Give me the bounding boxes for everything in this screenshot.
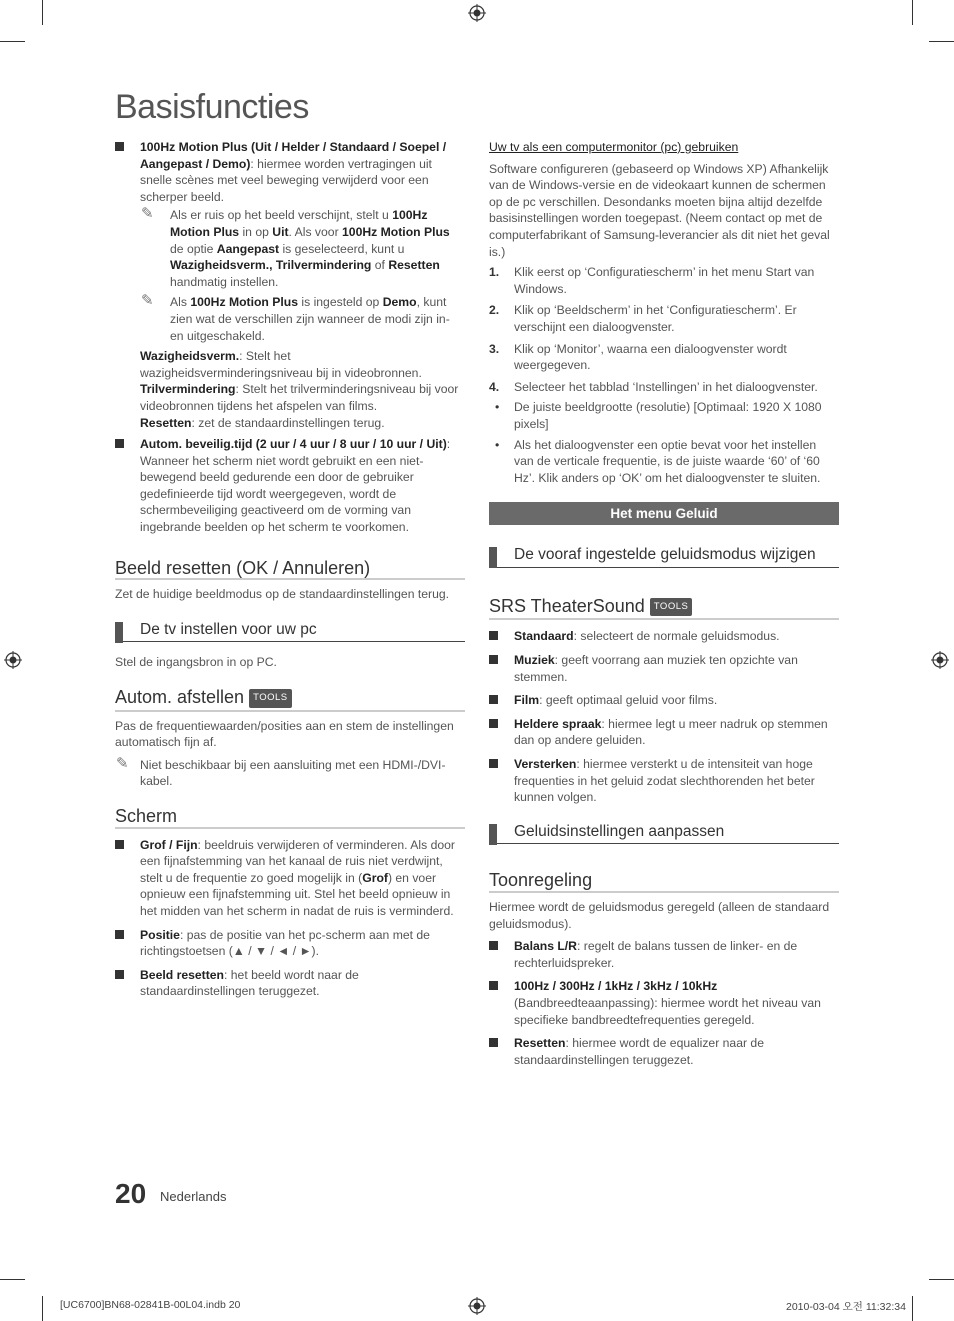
tril-text: Trilvermindering: Stelt het trilverminderingsniveau bij voor videobronnen tijdens het afspelen van films. bbox=[140, 382, 459, 413]
heading-tv-pc: De tv instellen voor uw pc bbox=[115, 622, 465, 643]
left-column bbox=[115, 139, 465, 1000]
heading-beeld-resetten: Beeld resetten (OK / Annuleren) bbox=[115, 560, 465, 581]
registration-mark-icon bbox=[4, 651, 22, 669]
heading-bar bbox=[115, 622, 123, 643]
item-text: : hiermee versterkt u de intensiteit van hoge frequenties in het geluid zodat slechthorenden het beter kunnen volgen. bbox=[514, 757, 815, 805]
dot-text: De juiste beeldgrootte (resolutie) [Optimaal: 1920 X 1080 pixels] bbox=[514, 400, 822, 431]
dot-text: Als het dialoogvenster een optie bevat voor het instellen van de verticale frequentie, is de juiste waarde ‘60’ of ‘60 Hz’. Klik anders op ‘OK’ om het dialoogvenster te sluiten. bbox=[514, 437, 821, 485]
motion-plus-item: 100Hz Motion Plus (Uit / Helder / Standaard / Soepel / Aangepast / Demo): hiermee worden vertragingen uit snelle scènes met veel beweging verwijderd voor een scherper beeld. bbox=[115, 139, 465, 205]
step-number: 4. bbox=[489, 379, 500, 394]
square-bullet-icon bbox=[489, 719, 498, 728]
item-label: Balans L/R bbox=[514, 939, 577, 954]
grof-fijn-item: Grof / Fijn: beeldruis verwijderen of verminderen. Als door een fijnafstemming van het kanaal de ruis niet verdwijnt, stelt u de frequentie zo goed mogelijk in (Grof) en voer opnieuw een fijnafstemming uit. Stel het beeld opnieuw in het midden van het scherm in nadat de ruis is verminderd. bbox=[115, 837, 465, 920]
note-pencil-icon: ✎ bbox=[141, 292, 154, 310]
heading-bar bbox=[489, 547, 497, 568]
heading-toonregeling: Toonregeling bbox=[489, 872, 839, 893]
list-item bbox=[489, 652, 839, 685]
toon-list bbox=[489, 938, 839, 1068]
square-bullet-icon bbox=[115, 930, 124, 939]
item-text: : geeft voorrang aan muziek ten opzichte van stemmen. bbox=[514, 653, 798, 684]
step-item bbox=[489, 302, 839, 335]
section-banner: Het menu Geluid bbox=[489, 502, 839, 525]
right-column bbox=[489, 139, 839, 1068]
square-bullet-icon bbox=[489, 1038, 498, 1047]
page-title: Basisfuncties bbox=[115, 88, 309, 126]
autom-afstellen-text: Pas de frequentiewaarden/posities aan en stem de instellingen automatisch fijn af. bbox=[115, 718, 454, 750]
round-bullet-icon: • bbox=[495, 437, 500, 452]
crop-mark bbox=[0, 1279, 25, 1280]
list-item bbox=[489, 692, 839, 709]
crop-mark bbox=[42, 0, 43, 25]
list-item bbox=[489, 628, 839, 645]
item-text: : hiermee legt u meer nadruk op stemmen dan op andere geluiden. bbox=[514, 716, 828, 748]
step-text: Klik eerst op ‘Configuratiescherm’ in het menu Start van Windows. bbox=[514, 265, 815, 296]
heading-scherm: Scherm bbox=[115, 808, 465, 829]
item-label: 100Hz / 300Hz / 1kHz / 3kHz / 10kHz bbox=[514, 979, 718, 994]
list-item bbox=[489, 756, 839, 806]
square-bullet-icon bbox=[489, 631, 498, 640]
note-1: ✎ Als er ruis op het beeld verschijnt, stelt u 100Hz Motion Plus in op Uit. Als voor 100Hz Motion Plus de optie Aangepast is geselecteerd, kunt u Wazigheidsverm., Trilvermindering of Resetten handmatig instellen. bbox=[141, 205, 450, 289]
tools-badge-icon: TOOLS bbox=[650, 598, 693, 617]
square-bullet-icon bbox=[115, 970, 124, 979]
positie-item: Positie: pas de positie van het pc-scherm aan met de richtingstoetsen (▲ / ▼ / ◄ / ►). bbox=[115, 927, 465, 960]
auto-protection-item: Autom. beveilig.tijd (2 uur / 4 uur / 8 uur / 10 uur / Uit): Wanneer het scherm niet wordt gebruikt en een niet-bewegend beeld gedurende een door de gebruiker gedefinieerde tijd wordt weergegeven, wordt de schermbeveiliging geactiveerd om de vorming van ingebrande beelden op het scherm te voorkomen. bbox=[115, 436, 465, 536]
list-item bbox=[489, 716, 839, 749]
steps-list bbox=[489, 264, 839, 395]
crop-mark bbox=[912, 1296, 913, 1321]
step-item bbox=[489, 264, 839, 297]
registration-mark-icon bbox=[468, 1297, 486, 1315]
square-bullet-icon bbox=[115, 439, 124, 448]
crop-mark bbox=[929, 41, 954, 42]
heading-bar bbox=[489, 824, 497, 845]
footer-file: [UC6700]BN68-02841B-00L04.indb 20 bbox=[60, 1299, 241, 1311]
srs-list bbox=[489, 628, 839, 805]
item-label: Muziek bbox=[514, 653, 555, 668]
crop-mark bbox=[929, 1279, 954, 1280]
item-text: : geeft optimaal geluid voor films. bbox=[539, 693, 718, 708]
dot-item bbox=[489, 437, 839, 487]
item-text: : hiermee wordt de equalizer naar de standaardinstellingen teruggezet. bbox=[514, 1036, 764, 1067]
dots-list bbox=[489, 399, 839, 486]
note-2: ✎ Als 100Hz Motion Plus is ingesteld op Demo, kunt zien wat de verschillen zijn wanneer de modi zijn in- en uitgeschakeld. bbox=[141, 292, 450, 343]
square-bullet-icon bbox=[115, 840, 124, 849]
list-item bbox=[489, 1035, 839, 1068]
heading-preset-sound: De vooraf ingestelde geluidsmodus wijzigen bbox=[489, 547, 839, 568]
pc-monitor-link: Uw tv als een computermonitor (pc) gebruiken bbox=[489, 140, 739, 154]
waz-text: Wazigheidsverm.: Stelt het wazigheidsverminderingsniveau bij in videobronnen. bbox=[140, 349, 422, 380]
step-text: Selecteer het tabblad ‘Instellingen’ in het dialoogvenster. bbox=[514, 379, 818, 394]
square-bullet-icon bbox=[115, 142, 124, 151]
note-pencil-icon: ✎ bbox=[116, 754, 129, 772]
step-text: Klik op ‘Monitor’, waarna een dialoogvenster wordt weergegeven. bbox=[514, 341, 787, 373]
heading-srs: SRS TheaterSound TOOLS bbox=[489, 598, 839, 621]
square-bullet-icon bbox=[489, 695, 498, 704]
square-bullet-icon bbox=[489, 655, 498, 664]
step-item bbox=[489, 379, 839, 396]
page-number: 20 bbox=[115, 1178, 147, 1209]
dot-item bbox=[489, 399, 839, 432]
page-language: Nederlands bbox=[160, 1189, 227, 1204]
step-number: 1. bbox=[489, 265, 500, 280]
item-label: Standaard bbox=[514, 629, 574, 644]
item-label: Heldere spraak bbox=[514, 716, 602, 731]
step-item bbox=[489, 341, 839, 374]
heading-adjust-sound: Geluidsinstellingen aanpassen bbox=[489, 824, 839, 845]
registration-mark-icon bbox=[468, 4, 486, 22]
pc-intro-text: Software configureren (gebaseerd op Windows XP) Afhankelijk van de Windows-versie en de videokaart kunnen de schermen op de pc verschillen. Desondanks moeten bijna altijd dezelfde basisinstellingen worden toegepast. (Neem contact op met de computerfabrikant of Samsung-leverancier als dit niet het geval is.) bbox=[489, 161, 830, 259]
item-label: Versterken bbox=[514, 757, 577, 772]
tools-badge-icon: TOOLS bbox=[249, 689, 292, 708]
note-pencil-icon: ✎ bbox=[141, 205, 154, 223]
registration-mark-icon bbox=[931, 651, 949, 669]
item-label: Film bbox=[514, 693, 540, 708]
list-item bbox=[489, 938, 839, 971]
tv-pc-text: Stel de ingangsbron in op PC. bbox=[115, 655, 277, 670]
item-text: : regelt de balans tussen de linker- en de rechterluidspreker. bbox=[514, 939, 798, 970]
crop-mark bbox=[42, 1296, 43, 1321]
step-text: Klik op ‘Beeldscherm’ in het ‘Configuratiescherm’. Er verschijnt een dialoogvenster. bbox=[514, 303, 797, 334]
item-text: : selecteert de normale geluidsmodus. bbox=[573, 629, 780, 644]
item-label: Resetten bbox=[514, 1036, 566, 1051]
square-bullet-icon bbox=[489, 759, 498, 768]
crop-mark bbox=[0, 41, 25, 42]
step-number: 2. bbox=[489, 303, 500, 318]
heading-autom-afstellen: Autom. afstellen TOOLS bbox=[115, 689, 465, 712]
footer-date: 2010-03-04 오전 11:32:34 bbox=[786, 1301, 906, 1313]
step-number: 3. bbox=[489, 341, 500, 356]
beeld-resetten-text: Zet de huidige beeldmodus op de standaardinstellingen terug. bbox=[115, 587, 450, 602]
reset-text: Resetten: zet de standaardinstellingen terug. bbox=[140, 415, 385, 430]
autom-afstellen-note: ✎ Niet beschikbaar bij een aansluiting met een HDMI-/DVI-kabel. bbox=[116, 754, 446, 789]
square-bullet-icon bbox=[489, 981, 498, 990]
square-bullet-icon bbox=[489, 941, 498, 950]
item-text: (Bandbreedteaanpassing): hiermee wordt het niveau van specifieke bandbreedtefrequenties geregeld. bbox=[514, 995, 821, 1027]
crop-mark bbox=[912, 0, 913, 25]
list-item bbox=[489, 978, 839, 1028]
toon-intro: Hiermee wordt de geluidsmodus geregeld (alleen de standaard geluidsmodus). bbox=[489, 900, 830, 931]
beeld-resetten-item: Beeld resetten: het beeld wordt naar de standaardinstellingen teruggezet. bbox=[115, 967, 465, 1000]
round-bullet-icon: • bbox=[495, 400, 500, 415]
